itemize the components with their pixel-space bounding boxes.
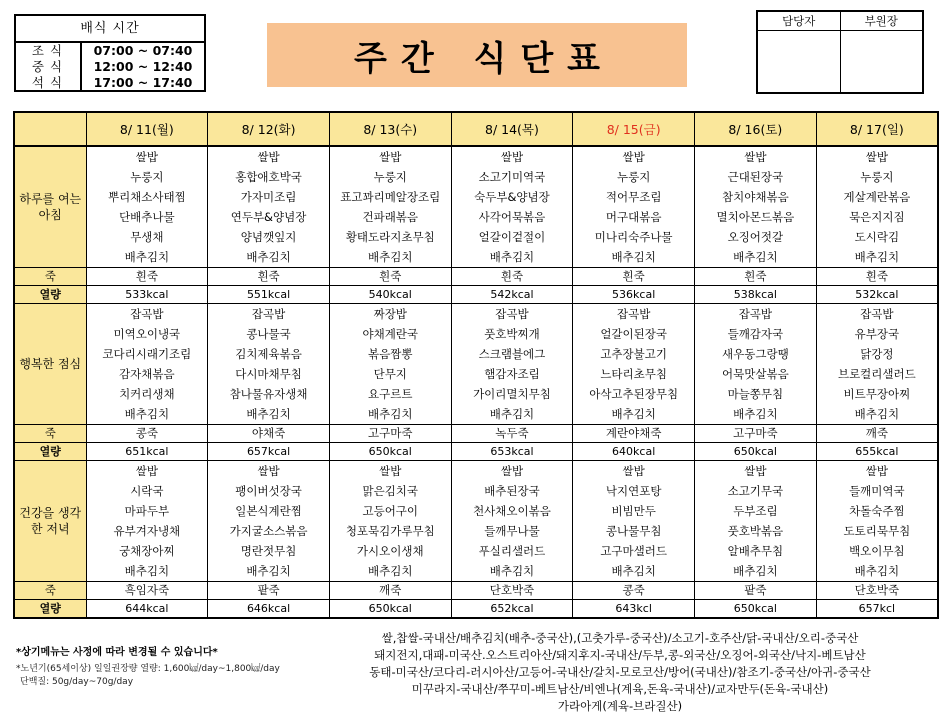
meal-cell	[86, 304, 208, 425]
kcal-cell: 657kcal	[208, 443, 330, 461]
menu-item: 사각어묵볶음	[478, 210, 546, 224]
kcal-cell: 551kcal	[208, 286, 330, 304]
menu-item: 햄감자조림	[484, 367, 540, 381]
meal-cell	[816, 461, 938, 582]
meal-cell	[208, 304, 330, 425]
menu-item: 백오이무침	[849, 544, 905, 558]
menu-item: 푸실리샐러드	[478, 544, 546, 558]
menu-item: 풋호박볶음	[727, 524, 784, 538]
porridge-cell: 콩죽	[573, 582, 695, 600]
menu-item: 요구르트	[368, 387, 413, 401]
meal-cell	[451, 461, 573, 582]
nutrition-note	[16, 663, 280, 689]
porridge-cell: 깨죽	[329, 582, 451, 600]
menu-item: 건파래볶음	[362, 210, 419, 224]
meal-cell	[695, 461, 817, 582]
kcal-cell: 655kcal	[816, 443, 938, 461]
menu-item: 잡곡밥	[130, 307, 164, 321]
porridge-cell: 고구마죽	[695, 425, 817, 443]
menu-item: 마파두부	[124, 504, 170, 518]
menu-item: 배추김치	[611, 250, 656, 264]
porridge-row	[14, 268, 938, 286]
menu-item: 가지굴소스볶음	[229, 524, 308, 538]
menu-item: 브로컬리샐러드	[837, 367, 916, 381]
meal-row	[14, 304, 938, 425]
meal-time-name: 석식	[16, 75, 82, 91]
day-header: 8/ 16(토)	[695, 112, 817, 146]
meal-cell	[86, 146, 208, 268]
meal-cell	[573, 304, 695, 425]
porridge-cell: 흰죽	[816, 268, 938, 286]
porridge-cell: 흰죽	[208, 268, 330, 286]
menu-item: 배추김치	[124, 407, 170, 421]
menu-item: 들깨감자국	[727, 327, 784, 341]
menu-item: 미역오이냉국	[113, 327, 181, 341]
kcal-cell: 640kcal	[573, 443, 695, 461]
menu-item: 배추김치	[246, 250, 291, 264]
menu-item: 숙두부&양념장	[474, 190, 550, 204]
origin-line: 미꾸라지-국내산/쭈꾸미-베트남산/비엔나(계육,돈육-국내산)/교자만두(돈육-국내산)	[411, 682, 829, 696]
menu-item: 잡곡밥	[617, 307, 651, 321]
menu-item: 배추김치	[854, 564, 900, 578]
menu-item: 느타리초무침	[600, 367, 667, 381]
meal-cell	[695, 304, 817, 425]
porridge-cell: 흑임자죽	[86, 582, 208, 600]
origin-line: 가라아게(계육-브라질산)	[557, 699, 683, 713]
meal-cell	[816, 304, 938, 425]
menu-item: 고추장불고기	[600, 347, 667, 361]
porridge-cell: 야채죽	[208, 425, 330, 443]
menu-body	[14, 146, 938, 618]
porridge-row	[14, 582, 938, 600]
kcal-row	[14, 443, 938, 461]
nutrition-note-energy: *노년기(65세이상) 일일권장량 열량: 1,600㎉/day~1,800㎉/day	[16, 664, 280, 674]
approval-sign-area	[758, 31, 840, 92]
porridge-cell: 녹두죽	[451, 425, 573, 443]
meal-cell	[329, 461, 451, 582]
menu-item: 누룽지	[130, 170, 164, 184]
menu-item: 쌀밥	[500, 150, 524, 164]
menu-item: 적어무조림	[605, 190, 662, 204]
kcal-label: 열량	[14, 600, 86, 619]
menu-item: 배추김치	[733, 564, 778, 578]
menu-item: 유부장국	[854, 327, 900, 341]
menu-item: 명란젓무침	[240, 544, 297, 558]
kcal-cell: 657kcl	[816, 600, 938, 619]
meal-time-name: 조식	[16, 43, 82, 59]
porridge-cell: 단호박죽	[451, 582, 573, 600]
menu-item: 멸치아몬드볶음	[716, 210, 795, 224]
menu-item: 배추김치	[124, 564, 170, 578]
menu-item: 쌀밥	[379, 150, 402, 164]
menu-item: 유부겨자냉채	[113, 524, 181, 538]
meal-label: 건강을 생각한 저녁	[14, 461, 86, 582]
menu-item: 소고기미역국	[478, 170, 546, 184]
weekly-menu-table	[13, 111, 939, 619]
kcal-cell: 532kcal	[816, 286, 938, 304]
menu-item: 들깨미역국	[849, 484, 905, 498]
menu-item: 배추김치	[246, 407, 291, 421]
menu-item: 배추김치	[368, 250, 413, 264]
menu-item: 배추김치	[611, 564, 656, 578]
menu-item: 양념깻잎지	[240, 230, 297, 244]
meal-cell	[208, 461, 330, 582]
menu-item: 쌀밥	[622, 464, 645, 478]
menu-item: 천사채오이볶음	[473, 504, 551, 518]
menu-item: 근대된장국	[727, 170, 784, 184]
menu-item: 잡곡밥	[860, 307, 894, 321]
change-notice: *상기메뉴는 사정에 따라 변경될 수 있습니다*	[16, 647, 218, 658]
menu-item: 배추김치	[246, 564, 291, 578]
porridge-cell: 흰죽	[86, 268, 208, 286]
kcal-cell: 643kcl	[573, 600, 695, 619]
kcal-row	[14, 600, 938, 619]
menu-item: 배추김치	[368, 407, 413, 421]
menu-item: 콩나물국	[246, 327, 291, 341]
meal-time-value: 17:00 ~ 17:40	[93, 75, 193, 90]
porridge-cell: 흰죽	[695, 268, 817, 286]
menu-item: 궁채장아찌	[119, 544, 175, 558]
porridge-row	[14, 425, 938, 443]
kcal-label: 열량	[14, 443, 86, 461]
approval-label: 부원장	[841, 12, 923, 31]
meal-time-box	[14, 14, 206, 92]
day-header: 8/ 11(월)	[86, 112, 208, 146]
meal-cell	[695, 146, 817, 268]
menu-item: 소고기무국	[727, 484, 784, 498]
header-corner	[14, 112, 86, 146]
meal-cell	[329, 146, 451, 268]
menu-item: 배추김치	[854, 250, 900, 264]
menu-item: 누룽지	[617, 170, 651, 184]
meal-label: 하루를 여는 아침	[14, 146, 86, 268]
kcal-cell: 653kcal	[451, 443, 573, 461]
kcal-cell: 650kcal	[329, 600, 451, 619]
meal-time-row-lunch	[16, 59, 204, 75]
menu-item: 콩나물무침	[605, 524, 662, 538]
menu-item: 쌀밥	[744, 150, 767, 164]
kcal-cell: 652kcal	[451, 600, 573, 619]
menu-item: 코다리시래기조림	[102, 347, 192, 361]
meal-time-value: 07:00 ~ 07:40	[93, 43, 193, 58]
menu-item: 일본식계란찜	[235, 504, 302, 518]
menu-item: 도토리묵무침	[843, 524, 911, 538]
porridge-cell: 단호박죽	[816, 582, 938, 600]
menu-item: 가자미조림	[240, 190, 297, 204]
approval-column-manager	[758, 12, 840, 92]
day-header: 8/ 17(일)	[816, 112, 938, 146]
kcal-cell: 651kcal	[86, 443, 208, 461]
menu-item: 오징어젓갈	[727, 230, 784, 244]
menu-item: 쌀밥	[257, 150, 280, 164]
meal-time-row-breakfast	[16, 43, 204, 59]
menu-item: 스크램블에그	[478, 347, 546, 361]
menu-item: 들깨무나물	[484, 524, 540, 538]
porridge-cell: 계란야채죽	[573, 425, 695, 443]
menu-item: 뿌리채소사태찜	[107, 190, 186, 204]
menu-item: 홍합애호박국	[235, 170, 302, 184]
menu-item: 누룽지	[373, 170, 407, 184]
menu-item: 황태도라지초무침	[345, 230, 435, 244]
menu-item: 머구대볶음	[605, 210, 662, 224]
menu-item: 어묵맛살볶음	[722, 367, 789, 381]
menu-item: 배추김치	[124, 250, 170, 264]
kcal-cell: 538kcal	[695, 286, 817, 304]
menu-item: 얼갈이된장국	[600, 327, 667, 341]
menu-item: 쌀밥	[257, 464, 280, 478]
porridge-cell: 팥죽	[695, 582, 817, 600]
porridge-label: 죽	[14, 425, 86, 443]
menu-item: 무생채	[130, 230, 164, 244]
menu-item: 비트무장아찌	[843, 387, 911, 401]
kcal-cell: 536kcal	[573, 286, 695, 304]
day-header: 8/ 14(목)	[451, 112, 573, 146]
menu-item: 풋호박찌개	[484, 327, 540, 341]
kcal-cell: 542kcal	[451, 286, 573, 304]
menu-item: 배추김치	[733, 250, 778, 264]
menu-item: 다시마채무침	[235, 367, 302, 381]
menu-item: 짜장밥	[373, 307, 407, 321]
menu-item: 단무지	[373, 367, 407, 381]
meal-cell	[208, 146, 330, 268]
menu-item: 쌀밥	[744, 464, 767, 478]
menu-item: 가이리멸치무침	[473, 387, 551, 401]
menu-item: 배추김치	[489, 564, 535, 578]
porridge-cell: 흰죽	[573, 268, 695, 286]
menu-item: 감자채볶음	[119, 367, 175, 381]
menu-item: 시락국	[130, 484, 164, 498]
porridge-cell: 흰죽	[329, 268, 451, 286]
meal-cell	[451, 304, 573, 425]
menu-item: 낙지연포탕	[605, 484, 662, 498]
menu-item: 야채계란국	[362, 327, 419, 341]
meal-time-row-dinner	[16, 75, 204, 91]
menu-item: 배추김치	[733, 407, 778, 421]
origin-info	[320, 630, 920, 715]
menu-item: 연두부&양념장	[230, 210, 307, 224]
approval-box	[756, 10, 924, 94]
approval-column-vice-director	[840, 12, 923, 92]
meal-cell	[573, 146, 695, 268]
menu-item: 볶음짬뽕	[368, 347, 413, 361]
menu-item: 배추김치	[854, 407, 900, 421]
page-title: 주간 식단표	[353, 38, 615, 79]
kcal-cell: 644kcal	[86, 600, 208, 619]
kcal-label: 열량	[14, 286, 86, 304]
menu-item: 치커리생채	[119, 387, 175, 401]
menu-item: 차돌숙주찜	[849, 504, 905, 518]
menu-item: 배추김치	[489, 407, 535, 421]
meal-cell	[451, 146, 573, 268]
menu-item: 얼갈이겉절이	[478, 230, 546, 244]
menu-item: 묵은지지짐	[849, 210, 905, 224]
day-header: 8/ 12(화)	[208, 112, 330, 146]
menu-item: 참치야채볶음	[722, 190, 789, 204]
porridge-label: 죽	[14, 268, 86, 286]
kcal-cell: 650kcal	[329, 443, 451, 461]
menu-item: 김치제육볶음	[235, 347, 302, 361]
meal-time-value: 12:00 ~ 12:40	[93, 59, 193, 74]
porridge-cell: 팥죽	[208, 582, 330, 600]
menu-item: 아삭고추된장무침	[589, 387, 679, 401]
menu-item: 잡곡밥	[251, 307, 286, 321]
menu-item: 쌀밥	[135, 464, 158, 478]
porridge-cell: 고구마죽	[329, 425, 451, 443]
menu-item: 새우동그랑땡	[722, 347, 789, 361]
menu-item: 쌀밥	[865, 464, 888, 478]
menu-item: 알배추무침	[727, 544, 784, 558]
menu-item: 표고꽈리메알장조림	[340, 190, 441, 204]
menu-item: 배추된장국	[484, 484, 540, 498]
kcal-cell: 646kcal	[208, 600, 330, 619]
menu-item: 배추김치	[368, 564, 413, 578]
porridge-cell: 깨죽	[816, 425, 938, 443]
menu-item: 고등어구이	[362, 504, 419, 518]
origin-line: 동태-미국산/코다리-러시아산/고등어-국내산/갈치-모로코산/방어(국내산)/참조기-중국산/아귀-중국산	[369, 665, 871, 679]
meal-row	[14, 146, 938, 268]
menu-item: 참나물유자생채	[229, 387, 308, 401]
kcal-cell: 533kcal	[86, 286, 208, 304]
meal-cell	[86, 461, 208, 582]
origin-line: 돼지전지,대패-미국산.오스트리아산/돼지후지-국내산/두부,콩-외국산/오징어-외국산/낙지-베트남산	[374, 648, 866, 662]
menu-item: 단배추나물	[119, 210, 175, 224]
menu-item: 배추김치	[489, 250, 535, 264]
porridge-label: 죽	[14, 582, 86, 600]
menu-item: 맑은김치국	[362, 484, 419, 498]
kcal-cell: 650kcal	[695, 600, 817, 619]
meal-label: 행복한 점심	[14, 304, 86, 425]
day-header: 8/ 13(수)	[329, 112, 451, 146]
menu-item: 팽이버섯장국	[235, 484, 302, 498]
meal-time-title: 배식 시간	[16, 16, 204, 43]
menu-item: 쌀밥	[379, 464, 402, 478]
menu-item: 쌀밥	[135, 150, 158, 164]
menu-item: 청포묵김가루무침	[345, 524, 435, 538]
menu-item: 쌀밥	[500, 464, 524, 478]
porridge-cell: 콩죽	[86, 425, 208, 443]
porridge-cell: 흰죽	[451, 268, 573, 286]
nutrition-note-protein: 단백질: 50g/day~70g/day	[20, 677, 134, 687]
menu-item: 쌀밥	[865, 150, 888, 164]
menu-item: 닭강정	[860, 347, 894, 361]
kcal-cell: 650kcal	[695, 443, 817, 461]
approval-sign-area	[841, 31, 923, 92]
menu-item: 잡곡밥	[495, 307, 529, 321]
menu-item: 배추김치	[611, 407, 656, 421]
menu-item: 가시오이생채	[356, 544, 424, 558]
origin-line: 쌀,찹쌀-국내산/배추김치(배추-중국산),(고춧가루-중국산)/소고기-호주산/닭-국내산/오리-중국산	[381, 631, 859, 645]
title-banner	[267, 23, 687, 87]
menu-item: 미나리숙주나물	[594, 230, 673, 244]
meal-cell	[329, 304, 451, 425]
menu-item: 잡곡밥	[738, 307, 773, 321]
kcal-row	[14, 286, 938, 304]
meal-time-name: 중식	[16, 59, 82, 75]
meal-cell	[816, 146, 938, 268]
menu-item: 도시락김	[854, 230, 900, 244]
menu-item: 쌀밥	[622, 150, 645, 164]
menu-item: 고구마샐러드	[600, 544, 667, 558]
meal-cell	[573, 461, 695, 582]
menu-item: 마늘쫑무침	[727, 387, 784, 401]
meal-row	[14, 461, 938, 582]
day-header-row	[14, 112, 938, 146]
day-header: 8/ 15(금)	[573, 112, 695, 146]
menu-item: 게살계란볶음	[843, 190, 911, 204]
menu-item: 비빔만두	[611, 504, 656, 518]
approval-label: 담당자	[758, 12, 840, 31]
menu-item: 두부조림	[733, 504, 778, 518]
kcal-cell: 540kcal	[329, 286, 451, 304]
menu-item: 누룽지	[860, 170, 894, 184]
